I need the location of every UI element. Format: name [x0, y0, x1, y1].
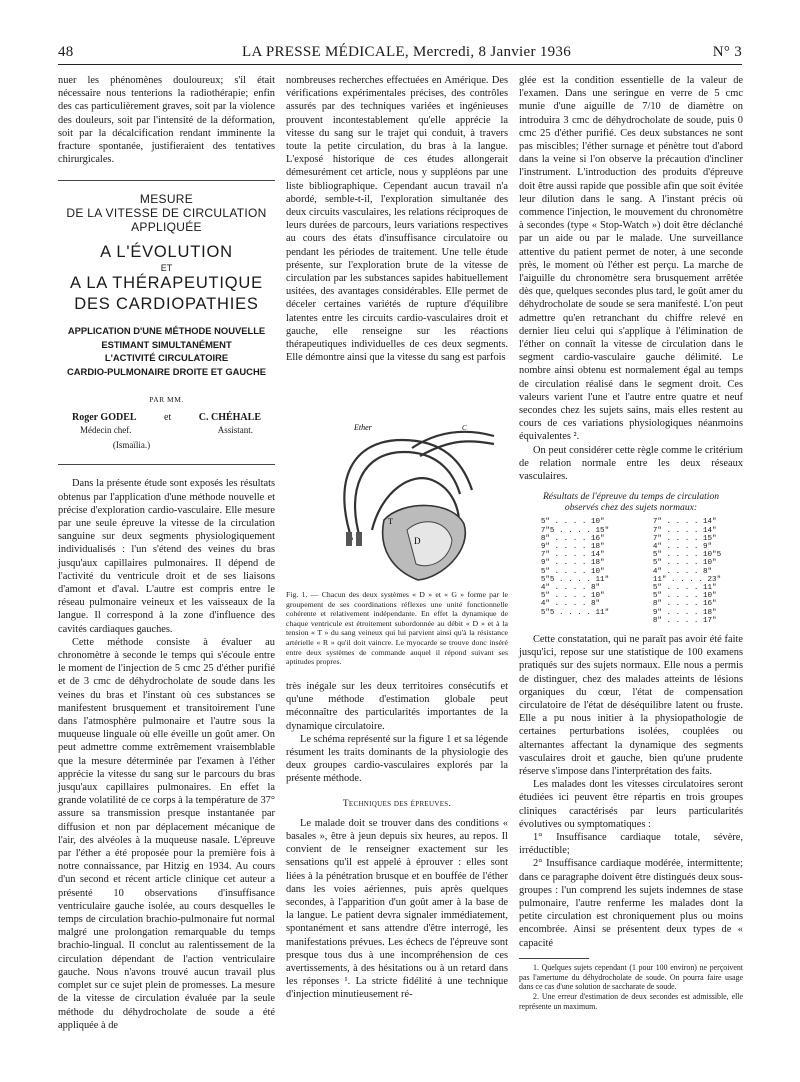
table-row: 4″ . . . . 8″: [652, 567, 713, 576]
table-row: 5″5 . . . . 11″: [540, 575, 610, 584]
heart-diagram-figure: [312, 420, 508, 582]
body-paragraph: Cette méthode consiste à évaluer au chronomètre à seconde le temps qui s'écoule entre le moment de l'injection de 5 cmc 25 d'éther purifié et de 3 cmc de déhydrocholate de soude dans les veines du bras et l'instant où ces substances se manifestent brusquement et transitoirement l'une dans l'atmosphère pulmonaire et l'autre sous la muqueuse linguale où elle éveille un goût amer. On peut admettre comme extrêmement vraisemblable que la mesure déterminée par l'examen à l'éther apprécie la vitesse du sang sur le parcours du bras jusqu'aux capillaires pulmonaires. En effet la grande volatilité de ce corps à la température de 37° assure sa transmission presque instantanée par diffusion et non par déplacement mécanique de l'air, des alvéoles à la muqueuse nasale. L'épreuve par l'éther a été proposée pour la première fois à notre connaissance, par Hitzig en 1934. Au cours d'un second et récent article clinique cet auteur a présenté 10 observations d'insuffisance ventriculaire gauche isolée, au cours desquelles le temps de circulation brachio-pulmonaire fut normal malgré une prolongation remarquable du temps brachio-lingual. Il conclut au ralentissement de la circulation dépendant de l'action ventriculaire gauche. Nous n'avons trouvé aucun travail plus complet sur ce sujet plein de promesses. La mesure de la vitesse de circulation évaluée par la seule méthode du déhydrocholate de soude a été appliquée à de: [58, 636, 275, 1031]
separator: [58, 180, 275, 181]
table-row: 7″ . . . . 15″: [652, 534, 717, 543]
table-row: 7″5 . . . . 15″: [540, 526, 610, 535]
table-row: 4″ . . . . 8″: [540, 583, 601, 592]
body-paragraph: Le malade doit se trouver dans des conditions « basales », être à jeun depuis six heures, au repos. Il convient de le renseigner exactement sur les sensations qu'il est appelé à éprouver : elles sont liées à la pénétration brusque et en bouffée de l'éther dans les voies aériennes, puis après quelques secondes, à l'apparition d'un goût amer à la base de la langue. Le patient devra signaler immédiatement, spontanément et sans attendre d'être interrogé, les manifestations prévues. Les échecs de l'épreuve sont presque tous dus à une incompréhension de ces avertissements, à des hésitations ou à un retard dans les réponses ¹. La stricte fidélité à une technique d'injection minutieusement ré-: [286, 817, 508, 1001]
title-line: DE LA VITESSE DE CIRCULATION: [66, 206, 267, 221]
table-row: 8″ . . . . 16″: [652, 600, 717, 609]
intro-paragraph: nuer les phénomènes douloureux; s'il était nécessaire nous tenterions la radiothérapie; enfin des cas particulièrement graves, soit par la violence des douleurs, soit par l'intensité de la déformation, soit par la décalcification rendant imminente la fracture spontanée, justifieraient des tentatives chirurgicales.: [58, 75, 275, 166]
table-row: 5″ . . . . 10″: [540, 592, 605, 601]
body-paragraph: 2° Insuffisance cardiaque modérée, intermittente; dans ce paragraphe doivent être distingués deux sous-groupes : l'un comprend les sujets indemnes de stase pulmonaire, l'autre renferme les malades dont la petite circulation est chroniquement plus ou moins encombrée. Ainsi se présentent deux types de « capacité: [519, 858, 743, 949]
journal-header: LA PRESSE MÉDICALE, Mercredi, 8 Janvier 1936: [242, 44, 572, 60]
table-row: 8″ . . . . 16″: [540, 534, 605, 543]
figure-label-c: C: [462, 424, 467, 432]
figure-label-t: T: [388, 517, 393, 526]
results-table: [519, 491, 743, 625]
table-row: 11″ . . . . 23″: [652, 575, 722, 584]
article-title: [58, 193, 275, 378]
title-line-large: A LA THÉRAPEUTIQUE: [70, 274, 263, 293]
column-1: [58, 74, 275, 1032]
author-name: C. CHÉHALE: [198, 411, 261, 423]
authors-par: PAR MM.: [149, 394, 184, 404]
table-row: 4″ . . . . 8″: [540, 600, 601, 609]
subtitle-line: CARDIO-PULMONAIRE DROITE ET GAUCHE: [67, 365, 266, 377]
vessel-end: [356, 532, 362, 546]
footnote: 1. Quelques sujets cependant (1 pour 100 environ) ne perçoivent pas l'amertume du déhydrocholate de soude. On pourra faire usage dans ce cas d'une solution de saccharate de soude.: [519, 962, 743, 992]
column-3: [519, 74, 743, 1012]
title-line-large: A L'ÉVOLUTION: [100, 242, 233, 261]
column-2-lower: [286, 680, 508, 1002]
table-column-left: [541, 518, 609, 625]
table-row: 5″ . . . . 10″: [652, 592, 717, 601]
table-title: observés chez des sujets normaux:: [564, 502, 698, 514]
body-paragraph: nombreuses recherches effectuées en Amérique. Des vérifications expérimentales précises, des contrôles assurés par des techniques variées et ingénieuses prouvent incontestablement qu'elle apprécie la vitesse du sang sur le trajet qui conduit, à travers toute la petite circulation, du bras à la langue. L'exposé historique de ces études allongerait démesurément cet article, nous y suppléons par une liste bibliographique. Cependant aucun travail n'a abordé, semble-t-il, l'exploration simultanée des deux circuits vasculaires, les relations réciproques de leurs durées de parcours, leurs variations respectives au cours des états d'insuffisance circulatoire ou pendant les périodes de traitement. Une telle étude présente, sur l'exploration brute de la vitesse de circulation par les substances sapides habituellement usitées, des avantages considérables. Elle permet de déceler certaines variétés de rupture d'équilibre latentes entre les circuits cardio-vasculaires droit et gauche, elle renseigne sur les réactions thérapeutiques individuelles de ces deux segments. Elle démontre ainsi que la vitesse du sang est parfois: [286, 75, 508, 364]
author-role: Médecin chef.: [80, 424, 132, 435]
table-row: 8″ . . . . 17″: [652, 616, 717, 625]
body-paragraph: Le schéma représenté sur la figure 1 et sa légende résument les traits dominants de la physiologie des deux groupes cardio-vasculaires explorés par la présente méthode.: [286, 733, 508, 785]
body-paragraph: On peut considérer cette règle comme le critérium de relation normale entre les deux réseaux vasculaires.: [519, 444, 743, 483]
section-heading: Techniques des épreuves.: [342, 798, 452, 809]
body-paragraph: très inégale sur les deux territoires consécutifs et qu'une méthode d'estimation globale peut méconnaître des particularités importantes de la dynamique circulatoire.: [286, 681, 508, 732]
table-row: 9″ . . . . 18″: [540, 542, 605, 551]
body-paragraph: Dans la présente étude sont exposés les résultats obtenus par l'application d'une méthode nouvelle et précise d'exploration cardio-vasculaire. Elle mesure par une seule épreuve la vitesse de la circulation sanguine sur deux segments physiologiquement individualisés : l'un s'étend des veines du bras jusqu'aux capillaires pulmonaires. Il dépend de l'activité du ventricule droit et de ses liaisons d'amont et d'aval. L'autre est compris entre le réseau pulmonaire veineux et les vaisseaux de la langue. Il correspond à la zone d'influence des cavités cardiaques gauches.: [58, 478, 275, 635]
table-column-right: [653, 518, 721, 625]
table-row: 7″ . . . . 14″: [652, 518, 717, 527]
ether-label: Ether: [354, 423, 372, 432]
table-row: 5″5 . . . . 11″: [540, 608, 610, 617]
authors-et: et: [164, 411, 172, 423]
page-number: 48: [58, 44, 74, 60]
title-line: MESURE: [139, 192, 194, 207]
author-role: Assistant.: [217, 424, 253, 435]
vessel-end: [346, 532, 352, 546]
body-paragraph: Cette constatation, qui ne paraît pas avoir été faite jusqu'ici, repose sur une statistique de 100 examens pratiqués sur des sujets normaux. Elle nous a permis de distinguer, chez des malades atteints de lésions organiques du cœur, l'état de compensation circulatoire de l'état de déséquilibre latent ou fruste. Elle a pu nous initier à la physiopathologie de certaines perturbations isolées, couplées ou alternantes affectant la dynamique des segments vasculaires droit et gauche, bien qu'une prudente réserve s'impose dans l'interprétation des faits.: [519, 633, 743, 777]
body-paragraph: glée est la condition essentielle de la valeur de l'examen. Dans une seringue en verre de 5 cmc munie d'une aiguille de 7/10 de diamètre on introduira 3 cmc de déhydrocholate de soude, puis 0 cmc 25 d'éther purifié. Ces deux substances ne sont pas miscibles; l'éther surnage et pénètre tout d'abord dans la veine si l'on observe la précaution d'incliner l'instrument. L'introduction des produits d'épreuve doit être aussi rapide que possible afin que soit évitée leur dilution dans le sang. A l'instant précis où commence l'injection, le mouvement du chronomètre à secondes (type « Stop-Watch ») doit être déclanché par un aide ou par le malade. Une surveillance attentive du patient permet de noter, à une seconde près, le moment où l'éther est perçu. La marche de l'aiguille du chronomètre sera brusquement arrêtée dès que, quelques secondes plus tard, le goût amer du déhydrocholate de soude se sera manifesté. L'on peut admettre qu'en retranchant du chiffre relevé en dernier lieu celui qui s'applique à l'élimination de l'éther on connaît la vitesse de circulation dans le segment cardio-vasculaire gauche délimité. Le nombre ainsi obtenu est normalement égal au temps de circulation réalisé dans le segment droit. Ces valeurs varient l'une et l'autre entre quatre et neuf secondes chez les sujets sains, mais elles restent au cours de ces variations physiologiques néanmoins équivalentes ².: [519, 75, 743, 443]
column-2: [286, 74, 508, 364]
issue-date: Mercredi, 8 Janvier 1936: [413, 44, 572, 60]
author-name: Roger GODEL: [72, 411, 137, 423]
subtitle-line: ESTIMANT SIMULTANÉMENT: [101, 338, 232, 350]
table-row: 7″ . . . . 14″: [652, 526, 717, 535]
footnote-rule: [519, 958, 589, 959]
ether-tube: [412, 432, 494, 448]
table-row: 5″ . . . . 10″: [652, 559, 717, 568]
title-line-large: DES CARDIOPATHIES: [74, 295, 259, 314]
table-row: 5″ . . . . 10″: [540, 518, 605, 527]
subtitle-line: APPLICATION D'UNE MÉTHODE NOUVELLE: [67, 325, 266, 337]
header-rule: [58, 64, 742, 65]
issue-number: N° 3: [712, 44, 742, 60]
table-row: 5″ . . . . 10″5: [652, 551, 722, 560]
article-subtitle: [58, 324, 275, 379]
table-title: Résultats de l'épreuve du temps de circulation: [542, 491, 720, 503]
table-row: 5″ . . . . 11″: [652, 583, 717, 592]
title-et: ET: [160, 262, 173, 273]
title-line: APPLIQUÉE: [131, 220, 202, 235]
subtitle-line: L'ACTIVITÉ CIRCULATOIRE: [104, 352, 229, 364]
figure-label-d: D: [414, 536, 421, 546]
separator: [58, 464, 275, 465]
table-row: 4″ . . . . 9″: [652, 542, 713, 551]
table-row: 5″ . . . . 10″: [540, 567, 605, 576]
figure-caption: Fig. 1. — Chacun des deux systèmes « D » et « G » forme par le groupement de ses coordinations réflexes une unité fonctionnelle cohérente et relativement indépendante. En effet la dynamique de chaque ventricule est étroitement subordonnée au débit « D » et à la tension « T » du sang veineux qui lui parvient ainsi qu'à la résistance artérielle « R » qu'il doit vaincre. Le myocarde se trouve donc inséré entre deux systèmes de commande auquel il répond suivant ses aptitudes propres.: [286, 590, 508, 667]
authors-block: [58, 393, 275, 453]
journal-name: LA PRESSE MÉDICALE: [242, 44, 405, 60]
table-row: 7″ . . . . 14″: [540, 551, 605, 560]
body-paragraph: 1° Insuffisance cardiaque totale, sévère, irréductible;: [519, 831, 743, 857]
table-row: 9″ . . . . 18″: [652, 608, 717, 617]
footnote: 2. Une erreur d'estimation de deux secondes est admissible, elle représente un maximum.: [519, 992, 743, 1011]
author-place: (Ismaïlia.): [112, 440, 151, 451]
body-paragraph: Les malades dont les vitesses circulatoires seront étudiées ici peuvent être répartis en trois groupes cliniques caractérisés par leurs particularités évolutives ou symptomatiques :: [519, 779, 743, 830]
table-row: 9″ . . . . 18″: [540, 559, 605, 568]
